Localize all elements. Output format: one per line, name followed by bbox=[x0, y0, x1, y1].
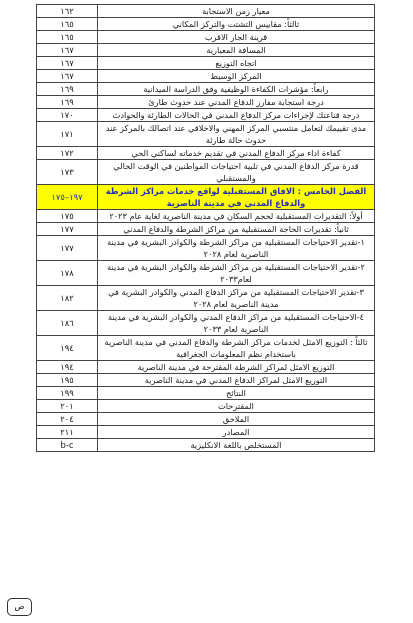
toc-entry-title: التوزيع الامثل لمراكز الشرطة المقترحة في مدينة الناصرية bbox=[98, 361, 375, 374]
toc-entry-page: ١٩٩ bbox=[37, 387, 98, 400]
toc-entry-page: ١٦٥ bbox=[37, 18, 98, 31]
toc-row bbox=[37, 426, 375, 439]
toc-entry-title: التوزيع الامثل لمراكز الدفاع المدني في مدينة الناصرية bbox=[98, 374, 375, 387]
toc-entry-title: المسافة المعيارية bbox=[98, 44, 375, 57]
toc-row bbox=[37, 311, 375, 336]
toc-entry-title: ثالثاً: مقاييس التشتت والتركز المكاني bbox=[98, 18, 375, 31]
toc-entry-page: ١٧٠ bbox=[37, 109, 98, 122]
toc-entry-title: مدى تقييمك لتعامل منتسبي المركز المهني والاخلاقي عند اتصالك بالمركز عند حدوث حالة طارئة bbox=[98, 122, 375, 147]
toc-row bbox=[37, 122, 375, 147]
page-number-label: ص bbox=[14, 602, 25, 612]
toc-row bbox=[37, 109, 375, 122]
toc-entry-page: ١٩٥ bbox=[37, 374, 98, 387]
toc-entry-title: المركز الوسيط bbox=[98, 70, 375, 83]
toc-entry-page: ١٧٨ bbox=[37, 261, 98, 286]
toc-entry-title: ٤-الاحتياجات المستقبلية من مراكز الدفاع المدني والكوادر البشرية في مدينة الناصرية لعام ٢٠٣٣ bbox=[98, 311, 375, 336]
toc-entry-title: المقترحات bbox=[98, 400, 375, 413]
toc-row bbox=[37, 185, 375, 210]
table-of-contents bbox=[36, 4, 375, 452]
toc-entry-page: ١٨٢ bbox=[37, 286, 98, 311]
toc-entry-title: قرينة الجار الاقرب bbox=[98, 31, 375, 44]
toc-row bbox=[37, 286, 375, 311]
toc-entry-page: ١٧٢ bbox=[37, 147, 98, 160]
toc-entry-page: ١٦٢ bbox=[37, 5, 98, 18]
toc-row bbox=[37, 44, 375, 57]
toc-body bbox=[37, 5, 375, 452]
toc-row bbox=[37, 261, 375, 286]
toc-row bbox=[37, 18, 375, 31]
toc-row bbox=[37, 374, 375, 387]
toc-entry-page: ٢٠١ bbox=[37, 400, 98, 413]
toc-entry-title: معيار زمن الاستجابة bbox=[98, 5, 375, 18]
toc-entry-title: رابعاً: مؤشرات الكفاءة الوظيفية وفق الدراسة الميدانية bbox=[98, 83, 375, 96]
toc-entry-page: ٢١١ bbox=[37, 426, 98, 439]
toc-row bbox=[37, 336, 375, 361]
toc-row bbox=[37, 70, 375, 83]
toc-row bbox=[37, 439, 375, 452]
toc-entry-page: ٢٠٤ bbox=[37, 413, 98, 426]
toc-row bbox=[37, 413, 375, 426]
toc-entry-page: ١٦٩ bbox=[37, 83, 98, 96]
toc-entry-title: الفصل الخامس : الافاق المستقبلية لواقع خدمات مراكز الشرطة والدفاع المدني في مدينة الناصرية bbox=[98, 185, 375, 210]
toc-entry-page: ١٩٤ bbox=[37, 336, 98, 361]
toc-entry-page: ١٦٩ bbox=[37, 96, 98, 109]
toc-row bbox=[37, 236, 375, 261]
toc-entry-title: درجة استجابة مفارز الدفاع المدني عند حدوث طارئ bbox=[98, 96, 375, 109]
toc-entry-title: ١-تقدير الاحتياجات المستقبلية من مراكز الشرطة والكوادر البشرية في مدينة الناصرية لعام ٢٠٢٨ bbox=[98, 236, 375, 261]
toc-entry-page: ١٦٧ bbox=[37, 57, 98, 70]
toc-entry-page: b-c bbox=[37, 439, 98, 452]
toc-entry-title: المستخلص باللغة الانكليزية bbox=[98, 439, 375, 452]
toc-entry-page: ١٧٧ bbox=[37, 223, 98, 236]
toc-entry-page: ١٦٧ bbox=[37, 44, 98, 57]
toc-entry-title: ثالثاً : التوزيع الامثل لخدمات مراكز الشرطة والدفاع المدني في مدينة الناصرية باستخدام نظم المعلومات الجغرافية bbox=[98, 336, 375, 361]
toc-row bbox=[37, 210, 375, 223]
toc-row bbox=[37, 96, 375, 109]
toc-entry-title: الملاحق bbox=[98, 413, 375, 426]
toc-entry-page: ١٩٧–١٧٥ bbox=[37, 185, 98, 210]
toc-row bbox=[37, 5, 375, 18]
toc-entry-page: ١٧١ bbox=[37, 122, 98, 147]
toc-entry-title: ثانياً: تقديرات الحاجة المستقبلية من مراكز الشرطة والدفاع المدني bbox=[98, 223, 375, 236]
toc-row bbox=[37, 57, 375, 70]
toc-entry-page: ١٦٧ bbox=[37, 70, 98, 83]
toc-entry-title: درجة قناعتك لإجراءات مركز الدفاع المدني في الحالات الطارئة والحوادث bbox=[98, 109, 375, 122]
toc-row bbox=[37, 83, 375, 96]
toc-entry-title: المصادر bbox=[98, 426, 375, 439]
toc-row bbox=[37, 160, 375, 185]
toc-entry-title: النتائج bbox=[98, 387, 375, 400]
toc-entry-title: ٣-تقدير الاحتياجات المستقبلية من مراكز الدفاع المدني والكوادر البشرية في مدينة الناصرية لعام ٢٠٢٨ bbox=[98, 286, 375, 311]
toc-row bbox=[37, 223, 375, 236]
toc-entry-title: أولاً: التقديرات المستقبلية لحجم السكان في مدينة الناصرية لغاية عام ٢٠٢٣ bbox=[98, 210, 375, 223]
toc-entry-title: ٢-تقدير الاحتياجات المستقبلية من مراكز الشرطة والكوادر البشرية في مدينة لعام٢٠٣٣ bbox=[98, 261, 375, 286]
toc-entry-title: كفاءة اداء مركز الدفاع المدني في تقديم خدماته لساكني الحي bbox=[98, 147, 375, 160]
toc-row bbox=[37, 400, 375, 413]
toc-row bbox=[37, 31, 375, 44]
toc-entry-title: قدرة مركز الدفاع المدني في تلبية احتياجات المواطنين في الوقت الحالي والمستقبلي bbox=[98, 160, 375, 185]
toc-entry-page: ١٨٦ bbox=[37, 311, 98, 336]
toc-entry-title: اتجاه التوزيع bbox=[98, 57, 375, 70]
toc-entry-page: ١٦٥ bbox=[37, 31, 98, 44]
page-number-box bbox=[7, 598, 32, 616]
toc-entry-page: ١٧٥ bbox=[37, 210, 98, 223]
toc-entry-page: ١٧٧ bbox=[37, 236, 98, 261]
toc-row bbox=[37, 361, 375, 374]
toc-entry-page: ١٩٤ bbox=[37, 361, 98, 374]
toc-entry-page: ١٧٣ bbox=[37, 160, 98, 185]
toc-row bbox=[37, 387, 375, 400]
toc-row bbox=[37, 147, 375, 160]
